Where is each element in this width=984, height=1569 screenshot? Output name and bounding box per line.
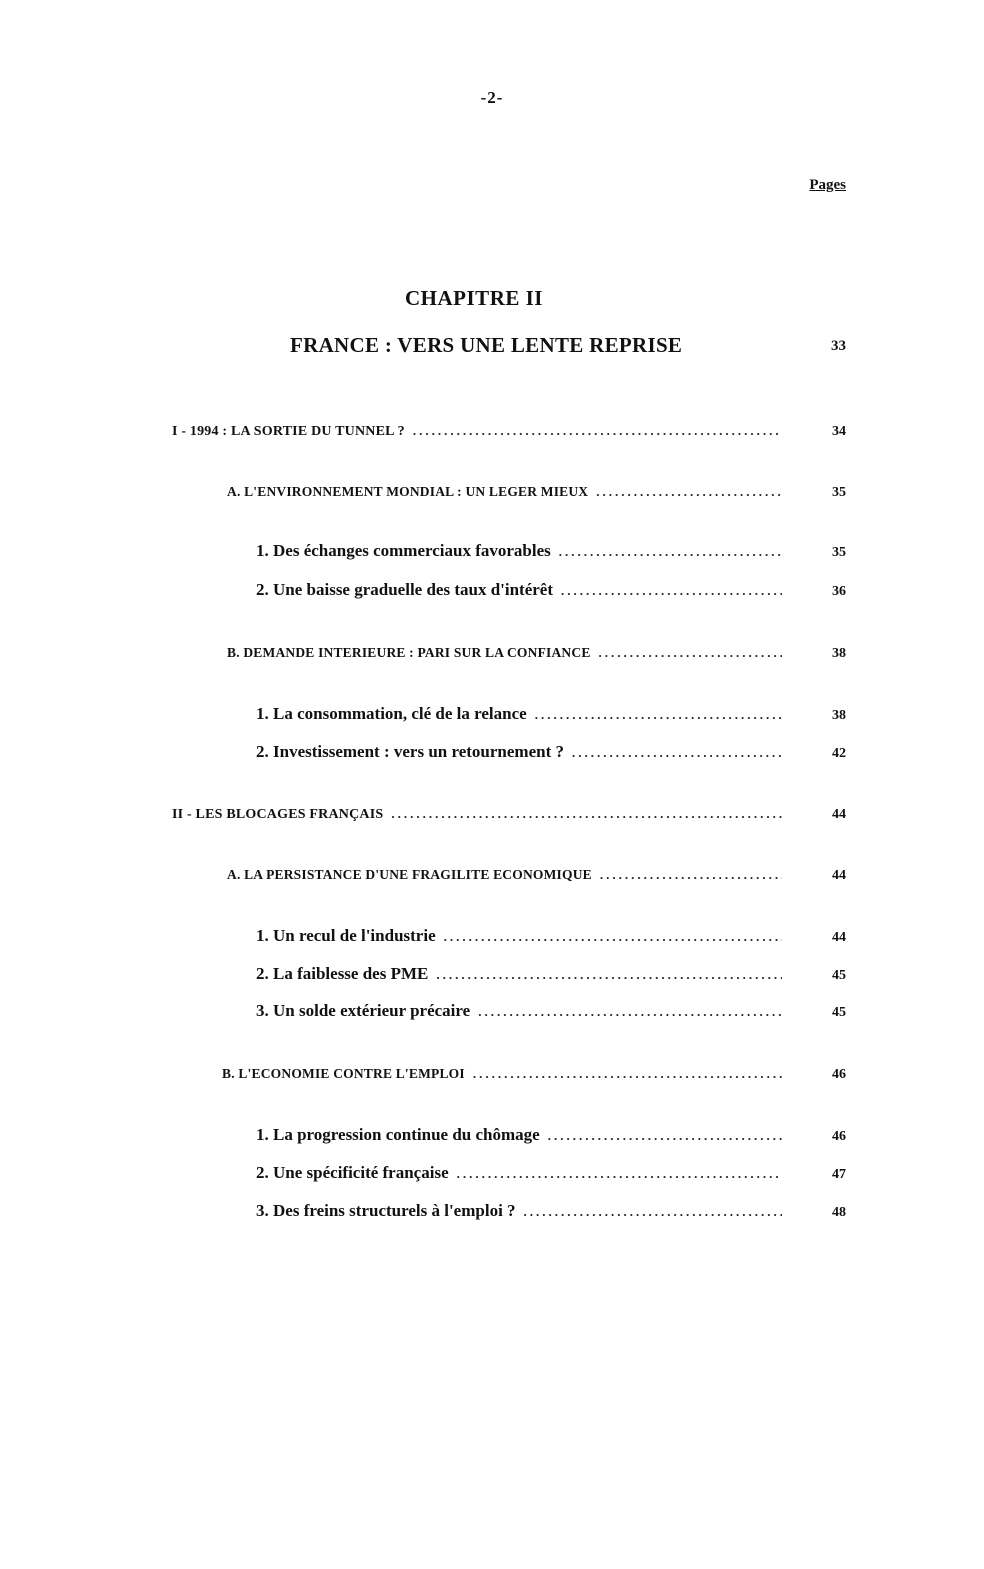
- toc-entry: [227, 867, 846, 884]
- toc-entry-page: 36: [832, 584, 846, 599]
- toc-leader-dots: [457, 1166, 782, 1182]
- toc-entry: [172, 423, 846, 440]
- toc-entry-label: 3. Un solde extérieur précaire: [256, 1001, 471, 1020]
- chapter-page-number: 33: [831, 338, 846, 354]
- toc-entry-label: A. LA PERSISTANCE D'UNE FRAGILITE ECONOMIQUE: [227, 867, 592, 882]
- toc-entry-label: 2. Une spécificité française: [256, 1163, 449, 1182]
- toc-leader-dots: [561, 583, 782, 599]
- toc-entry-label: 1. La consommation, clé de la relance: [256, 704, 527, 723]
- toc-entry-page: 46: [832, 1129, 846, 1144]
- toc-entry: [222, 1066, 846, 1083]
- toc-entry-page: 45: [832, 1005, 846, 1020]
- toc-entry: [256, 1001, 846, 1021]
- toc-entry-page: 46: [832, 1067, 846, 1082]
- toc-entry-page: 44: [832, 868, 846, 883]
- toc-leader-dots: [413, 423, 782, 439]
- toc-leader-dots: [444, 929, 782, 945]
- toc-leader-dots: [478, 1004, 782, 1020]
- toc-entry-label: B. L'ECONOMIE CONTRE L'EMPLOI: [222, 1066, 465, 1081]
- toc-entry: [172, 806, 846, 823]
- toc-leader-dots: [599, 645, 782, 661]
- toc-entry-label: II - LES BLOCAGES FRANÇAIS: [172, 807, 384, 822]
- toc-entry: [256, 1163, 846, 1183]
- toc-entry: [256, 1125, 846, 1145]
- toc-entry-label: B. DEMANDE INTERIEURE : PARI SUR LA CONFIANCE: [227, 645, 591, 660]
- toc-leader-dots: [596, 484, 782, 500]
- toc-entry-page: 48: [832, 1205, 846, 1220]
- toc-leader-dots: [559, 544, 782, 560]
- toc-entry-page: 35: [832, 485, 846, 500]
- toc-entry-page: 35: [832, 545, 846, 560]
- toc-leader-dots: [391, 806, 782, 822]
- toc-leader-dots: [473, 1066, 782, 1082]
- toc-leader-dots: [600, 867, 782, 883]
- toc-entry-label: 3. Des freins structurels à l'emploi ?: [256, 1201, 516, 1220]
- toc-entry: [256, 742, 846, 762]
- toc-entry-label: I - 1994 : LA SORTIE DU TUNNEL ?: [172, 424, 405, 439]
- toc-entry-page: 45: [832, 968, 846, 983]
- toc-leader-dots: [535, 707, 782, 723]
- toc-entry-label: 2. La faiblesse des PME: [256, 964, 429, 983]
- toc-entry-page: 38: [832, 708, 846, 723]
- toc-entry-page: 34: [832, 424, 846, 439]
- toc-entry-page: 38: [832, 646, 846, 661]
- toc-entry-page: 42: [832, 746, 846, 761]
- chapter-title: FRANCE : VERS UNE LENTE REPRISE: [290, 333, 683, 357]
- toc-entry: [227, 484, 846, 501]
- toc-entry-label: 2. Une baisse graduelle des taux d'intérêt: [256, 580, 554, 599]
- toc-leader-dots: [572, 745, 782, 761]
- toc-entry-page: 44: [832, 930, 846, 945]
- toc-entry-label: A. L'ENVIRONNEMENT MONDIAL : UN LEGER MIEUX: [227, 484, 589, 499]
- toc-entry-label: 1. La progression continue du chômage: [256, 1125, 540, 1144]
- toc-entry: [256, 541, 846, 561]
- toc-leader-dots: [524, 1204, 782, 1220]
- toc-entry: [256, 926, 846, 946]
- toc-leader-dots: [436, 967, 782, 983]
- pages-column-header: Pages: [809, 177, 846, 193]
- toc-entry-label: 2. Investissement : vers un retournement ?: [256, 742, 565, 761]
- toc-entry-page: 44: [832, 807, 846, 822]
- toc-entry: [227, 645, 846, 662]
- toc-entry: [256, 1201, 846, 1221]
- toc-entry: [256, 964, 846, 984]
- page-number: -2-: [480, 88, 504, 107]
- toc-entry: [256, 580, 846, 600]
- chapter-label: CHAPITRE II: [405, 286, 543, 310]
- toc-entry: [256, 704, 846, 724]
- toc-leader-dots: [548, 1128, 782, 1144]
- toc-entry-label: 1. Un recul de l'industrie: [256, 926, 436, 945]
- toc-entry-page: 47: [832, 1167, 846, 1182]
- toc-entry-label: 1. Des échanges commerciaux favorables: [256, 541, 551, 560]
